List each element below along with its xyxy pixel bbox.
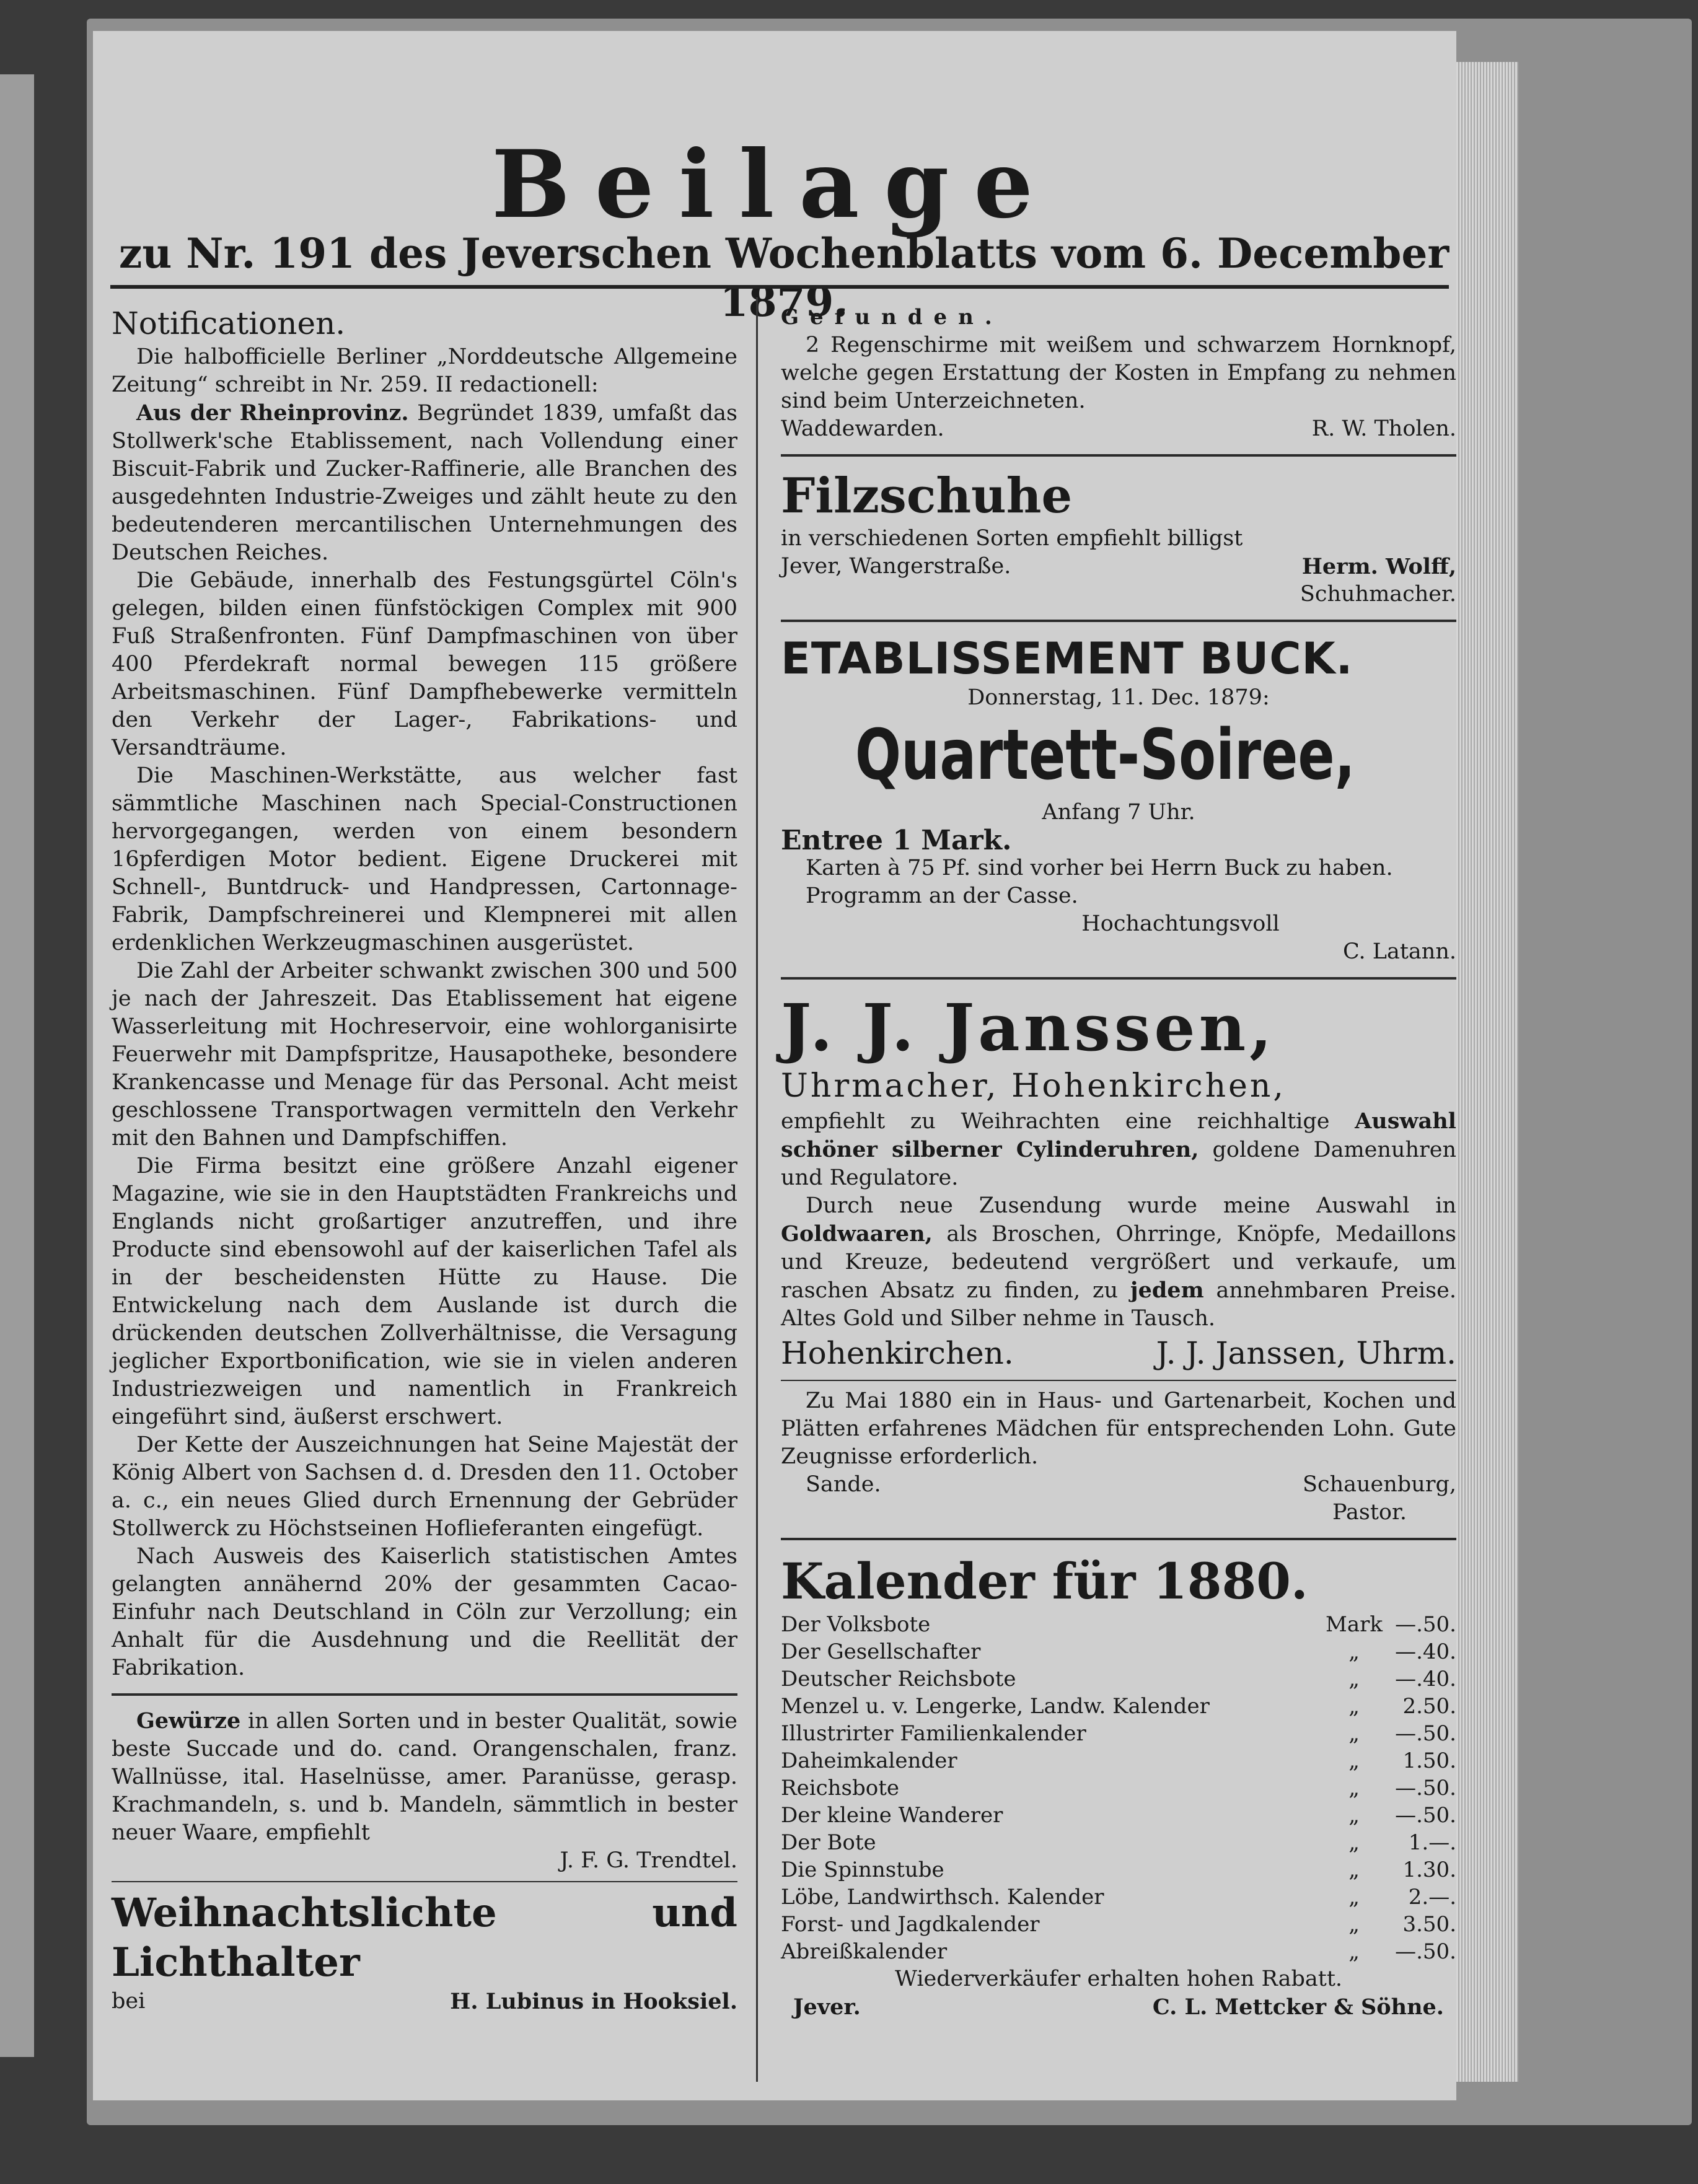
masthead-rule [110, 285, 1449, 289]
janssen-goods-list: als Broschen, Ohrringe, Knöpfe, Medaillons und Kreuze, bedeutend vergrößert und verkaufe, um raschen Absatz zu finden, zu [781, 1222, 1456, 1303]
janssen-offer-more: goldene Damenuhren und Regulatore. [781, 1138, 1456, 1190]
column-divider [756, 297, 758, 2082]
calendar-item-price: 2.50. [1402, 1694, 1456, 1719]
candles-ad-signature: H. Lubinus in Hooksiel. [450, 1989, 737, 2014]
calendar-item-price: —.40. [1395, 1639, 1456, 1664]
right-column [781, 304, 1456, 2021]
section-rule [781, 977, 1456, 980]
section-rule [781, 620, 1456, 622]
etablissement-title: ETABLISSEMENT BUCK. [781, 633, 1353, 684]
calendar-place: Jever. [793, 1994, 861, 2020]
found-footer [781, 415, 1456, 443]
notifications-para-workshop: Die Maschinen-Werkstätte, aus welcher fast sämmtliche Maschinen nach Special-Constructionen hervorgegangen, werden von einem besondern 16pferdigen Motor bedient. Eigene Druckerei mit Schnell-, Buntdruck- und Handpressen, Cartonnage-Fabrik, Dampfschreinerei und Klempnerei mit allen erdenklichen Werkzeugmaschinen ausgerüstet. [112, 763, 737, 955]
calendar-item-price: —.50. [1395, 1721, 1456, 1746]
calendar-row [781, 1611, 1456, 1638]
section-rule [112, 1881, 737, 1882]
rheinprovinz-text: Begründet 1839, umfaßt das Stollwerk'sche Etablissement, nach Vollendung einer Biscuit-Fabrik und Zucker-Raffinerie, alle Branchen des ausgedehnten Industrie-Zweiges und zählt heute zu den bedeutenderen mercantilischen Unternehmungen des Deutschen Reiches. [112, 401, 737, 565]
calendar-item-price: 1.30. [1402, 1857, 1456, 1882]
notifications-para-workers: Die Zahl der Arbeiter schwankt zwischen 300 und 500 je nach der Jahreszeit. Das Etablissement hat eigene Wasserleitung mit Hochreservoir, eine wohlorganisirte Feuerwehr mit Dampfspritze, Hausapotheke, besondere Krankencasse und Menage für das Personal. Acht meist geschlossene Transportwagen vermitteln den Verkehr mit den Bahnen und Dampfschiffen. [112, 958, 737, 1151]
felt-shoes-trade: Schuhmacher. [1300, 582, 1456, 607]
calendar-item-unit: „ [1348, 1694, 1360, 1719]
section-rule [781, 454, 1456, 457]
felt-shoes-place: Jever, Wangerstraße. [781, 554, 1011, 579]
previous-page-edge [0, 74, 34, 2057]
calendar-signature: C. L. Mettcker & Söhne. [1152, 1994, 1444, 2020]
masthead-title: Beilage [491, 130, 1058, 239]
felt-shoes-signature: Herm. Wolff, [1301, 554, 1456, 579]
calendar-item-name: Abreißkalender [781, 1939, 948, 1964]
etablissement-signature: C. Latann. [1342, 939, 1456, 964]
masthead-subtitle: zu Nr. 191 des Jeverschen Wochenblatts vom 6. December 1879. [118, 229, 1449, 326]
etablissement-date: Donnerstag, 11. Dec. 1879: [967, 685, 1270, 710]
notifications-para-awards: Der Kette der Auszeichnungen hat Seine Majestät der König Albert von Sachsen d. d. Dresden den 11. October a. c., ein neues Glied durch Ernennung der Gebrüder Stollwerck zu Höchstseinen Hoflieferanten eingefügt. [112, 1432, 737, 1541]
section-rule [112, 1693, 737, 1696]
calendar-row [781, 1938, 1456, 1965]
calendar-discount: Wiederverkäufer erhalten hohen Rabatt. [894, 1967, 1343, 1991]
section-rule [781, 1380, 1456, 1381]
calendar-item-name: Illustrirter Familienkalender [781, 1721, 1086, 1746]
calendar-item-unit: „ [1348, 1885, 1360, 1910]
candles-ad-title: Weihnachtslichte und Lichthalter [112, 1890, 737, 1986]
etablissement-entry: Entree 1 Mark. [781, 825, 1012, 856]
calendar-footer [781, 1993, 1456, 2021]
notifications-para-buildings: Die Gebäude, innerhalb des Festungsgürtel Cöln's gelegen, bilden einen fünfstöckigen Complex mit 900 Fuß Straßenfronten. Fünf Dampfmaschinen von über 400 Pferdekraft normal bewegen 115 größere Arbeitsmaschinen. Fünf Dampfhebewerke vermitteln den Verkehr der Lager-, Fabrikations- und Versandträume. [112, 568, 737, 760]
calendar-item-name: Daheimkalender [781, 1748, 957, 1773]
calendar-row [781, 1720, 1456, 1747]
calendar-item-unit: „ [1348, 1912, 1360, 1937]
calendar-item-unit: „ [1348, 1667, 1360, 1691]
spices-lead: Gewürze [136, 1708, 241, 1734]
calendar-item-unit: „ [1348, 1639, 1360, 1664]
maid-ad-footer [781, 1471, 1456, 1499]
etablissement-event: Quartett-Soiree, [855, 715, 1355, 796]
calendar-item-price: 3.50. [1402, 1912, 1456, 1937]
janssen-place: Hohenkirchen. [781, 1335, 1014, 1371]
etablissement-programme: Programm an der Casse. [806, 884, 1078, 908]
calendar-item-unit: „ [1348, 1803, 1360, 1828]
spices-signature: J. F. G. Trendtel. [560, 1848, 737, 1873]
calendar-item-unit: „ [1348, 1748, 1360, 1773]
found-heading: Gefunden. [781, 305, 1003, 330]
etablissement-regards: Hochachtungsvoll [1081, 911, 1280, 936]
notifications-para-statistics: Nach Ausweis des Kaiserlich statistischen Amtes gelangten annähernd 20% der gesammten Cacao-Einfuhr nach Deutschland in Cöln zur Verzollung; ein Anhalt für die Ausdehnung und die Reellität der Fabrikation. [112, 1544, 737, 1680]
calendar-row [781, 1774, 1456, 1802]
notifications-intro: Die halbofficielle Berliner „Norddeutsche Allgemeine Zeitung“ schreibt in Nr. 259. II redactionell: [112, 344, 737, 397]
calendar-row [781, 1747, 1456, 1774]
calendar-row [781, 1911, 1456, 1938]
etablissement-start: Anfang 7 Uhr. [1042, 800, 1195, 825]
calendar-row [781, 1638, 1456, 1665]
left-column [112, 304, 737, 2015]
calendar-row [781, 1829, 1456, 1856]
calendar-row [781, 1802, 1456, 1829]
notifications-para-firm: Die Firma besitzt eine größere Anzahl eigener Magazine, wie sie in den Hauptstädten Frankreichs und Englands nicht großartiger anzutreffen, und ihre Producte sind ebensowohl auf der kaiserlichen Tafel als in der bescheidensten Hütte zu Hause. Die Entwickelung nach dem Auslande ist durch die drückenden deutschen Zollverhältnisse, die Versagung jeglicher Exportbonification, wie sie in vielen anderen Industriezweigen und namentlich in Frankreich eingeführt sind, äußerst erschwert. [112, 1154, 737, 1429]
janssen-subtitle: Uhrmacher, Hohenkirchen, [781, 1068, 1286, 1105]
found-text: 2 Regenschirme mit weißem und schwarzem Hornknopf, welche gegen Erstattung der Kosten in Empfang zu nehmen sind beim Unterzeichneten. [781, 333, 1456, 413]
calendar-item-price: —.40. [1395, 1667, 1456, 1691]
janssen-offer-highlight: Auswahl schöner silberner Cylinderuhren, [781, 1108, 1456, 1162]
janssen-title: J. J. Janssen, [781, 989, 1276, 1066]
newspaper-page [93, 31, 1456, 2100]
section-rule [781, 1538, 1456, 1540]
felt-shoes-footer [781, 553, 1456, 581]
maid-ad-text: Zu Mai 1880 ein in Haus- und Gartenarbeit, Kochen und Plätten erfahrenes Mädchen für entsprechenden Lohn. Gute Zeugnisse erforderlich. [781, 1388, 1456, 1469]
calendar-row [781, 1856, 1456, 1884]
maid-ad-signature: Schauenburg, [1303, 1472, 1456, 1497]
calendar-item-name: Der Volksbote [781, 1612, 931, 1637]
calendar-item-unit: „ [1348, 1857, 1360, 1882]
calendar-item-name: Löbe, Landwirthsch. Kalender [781, 1885, 1104, 1910]
calendar-row [781, 1693, 1456, 1720]
calendar-item-price: —.50. [1395, 1776, 1456, 1800]
janssen-goods-end: annehmbaren Preise. Altes Gold und Silber nehme in Tausch. [781, 1278, 1456, 1331]
felt-shoes-text: in verschiedenen Sorten empfiehlt billigst [781, 526, 1243, 551]
calendar-item-name: Der Bote [781, 1830, 876, 1855]
found-signature: R. W. Tholen. [1311, 416, 1456, 441]
notifications-heading: Notificationen. [112, 305, 346, 341]
calendar-item-name: Der Gesellschafter [781, 1639, 981, 1664]
calendar-item-unit: „ [1348, 1939, 1360, 1964]
maid-ad-title: Pastor. [1332, 1500, 1407, 1525]
calendar-item-name: Forst- und Jagdkalender [781, 1912, 1040, 1937]
calendar-item-price: 1.—. [1408, 1830, 1456, 1855]
calendar-item-name: Reichsbote [781, 1776, 900, 1800]
calendar-row [781, 1665, 1456, 1693]
calendar-item-name: Menzel u. v. Lengerke, Landw. Kalender [781, 1694, 1210, 1719]
janssen-goods-highlight: Goldwaaren, [781, 1221, 933, 1247]
janssen-offer-text: empfiehlt zu Weihrachten eine reichhaltige [781, 1109, 1330, 1134]
janssen-footer [781, 1333, 1456, 1374]
calendar-item-unit: „ [1348, 1830, 1360, 1855]
calendar-item-unit: „ [1348, 1721, 1360, 1746]
calendar-row [781, 1884, 1456, 1911]
janssen-goods [781, 1192, 1456, 1333]
calendar-item-name: Die Spinnstube [781, 1857, 944, 1882]
candles-ad-bei: bei [112, 1989, 146, 2014]
calendar-item-name: Deutscher Reichsbote [781, 1667, 1016, 1691]
calendar-item-price: 1.50. [1402, 1748, 1456, 1773]
spices-ad [112, 1707, 737, 1847]
janssen-offer [781, 1107, 1456, 1192]
notifications-para-rheinprovinz [112, 399, 737, 567]
calendar-item-name: Der kleine Wanderer [781, 1803, 1003, 1828]
found-place: Waddewarden. [781, 416, 944, 441]
rheinprovinz-lead: Aus der Rheinprovinz. [136, 400, 409, 426]
calendar-item-price: —.50. [1395, 1939, 1456, 1964]
janssen-goods-text: Durch neue Zusendung wurde meine Auswahl in [806, 1193, 1456, 1218]
calendar-item-price: —.50. [1395, 1612, 1456, 1637]
calendar-item-unit: „ [1348, 1776, 1360, 1800]
felt-shoes-title: Filzschuhe [781, 468, 1073, 524]
candles-ad-footer [112, 1988, 737, 2015]
calendar-item-unit: Mark [1326, 1612, 1383, 1637]
calendar-title: Kalender für 1880. [781, 1552, 1308, 1610]
janssen-signature: J. J. Janssen, Uhrm. [1156, 1335, 1456, 1371]
etablissement-tickets: Karten à 75 Pf. sind vorher bei Herrn Buck zu haben. [806, 856, 1393, 880]
janssen-goods-jedem: jedem [1130, 1278, 1204, 1303]
calendar-price-list [781, 1611, 1456, 1965]
calendar-item-price: 2.—. [1408, 1885, 1456, 1910]
maid-ad-place: Sande. [806, 1472, 881, 1497]
spices-text: in allen Sorten und in bester Qualität, sowie beste Succade und do. cand. Orangenschalen, franz. Wallnüsse, ital. Haselnüsse, amer. Paranüsse, gerasp. Krachmandeln, s. und b. Mandeln, sämmtlich in bester neuer Waare, empfiehlt [112, 1709, 737, 1845]
calendar-item-price: —.50. [1395, 1803, 1456, 1828]
